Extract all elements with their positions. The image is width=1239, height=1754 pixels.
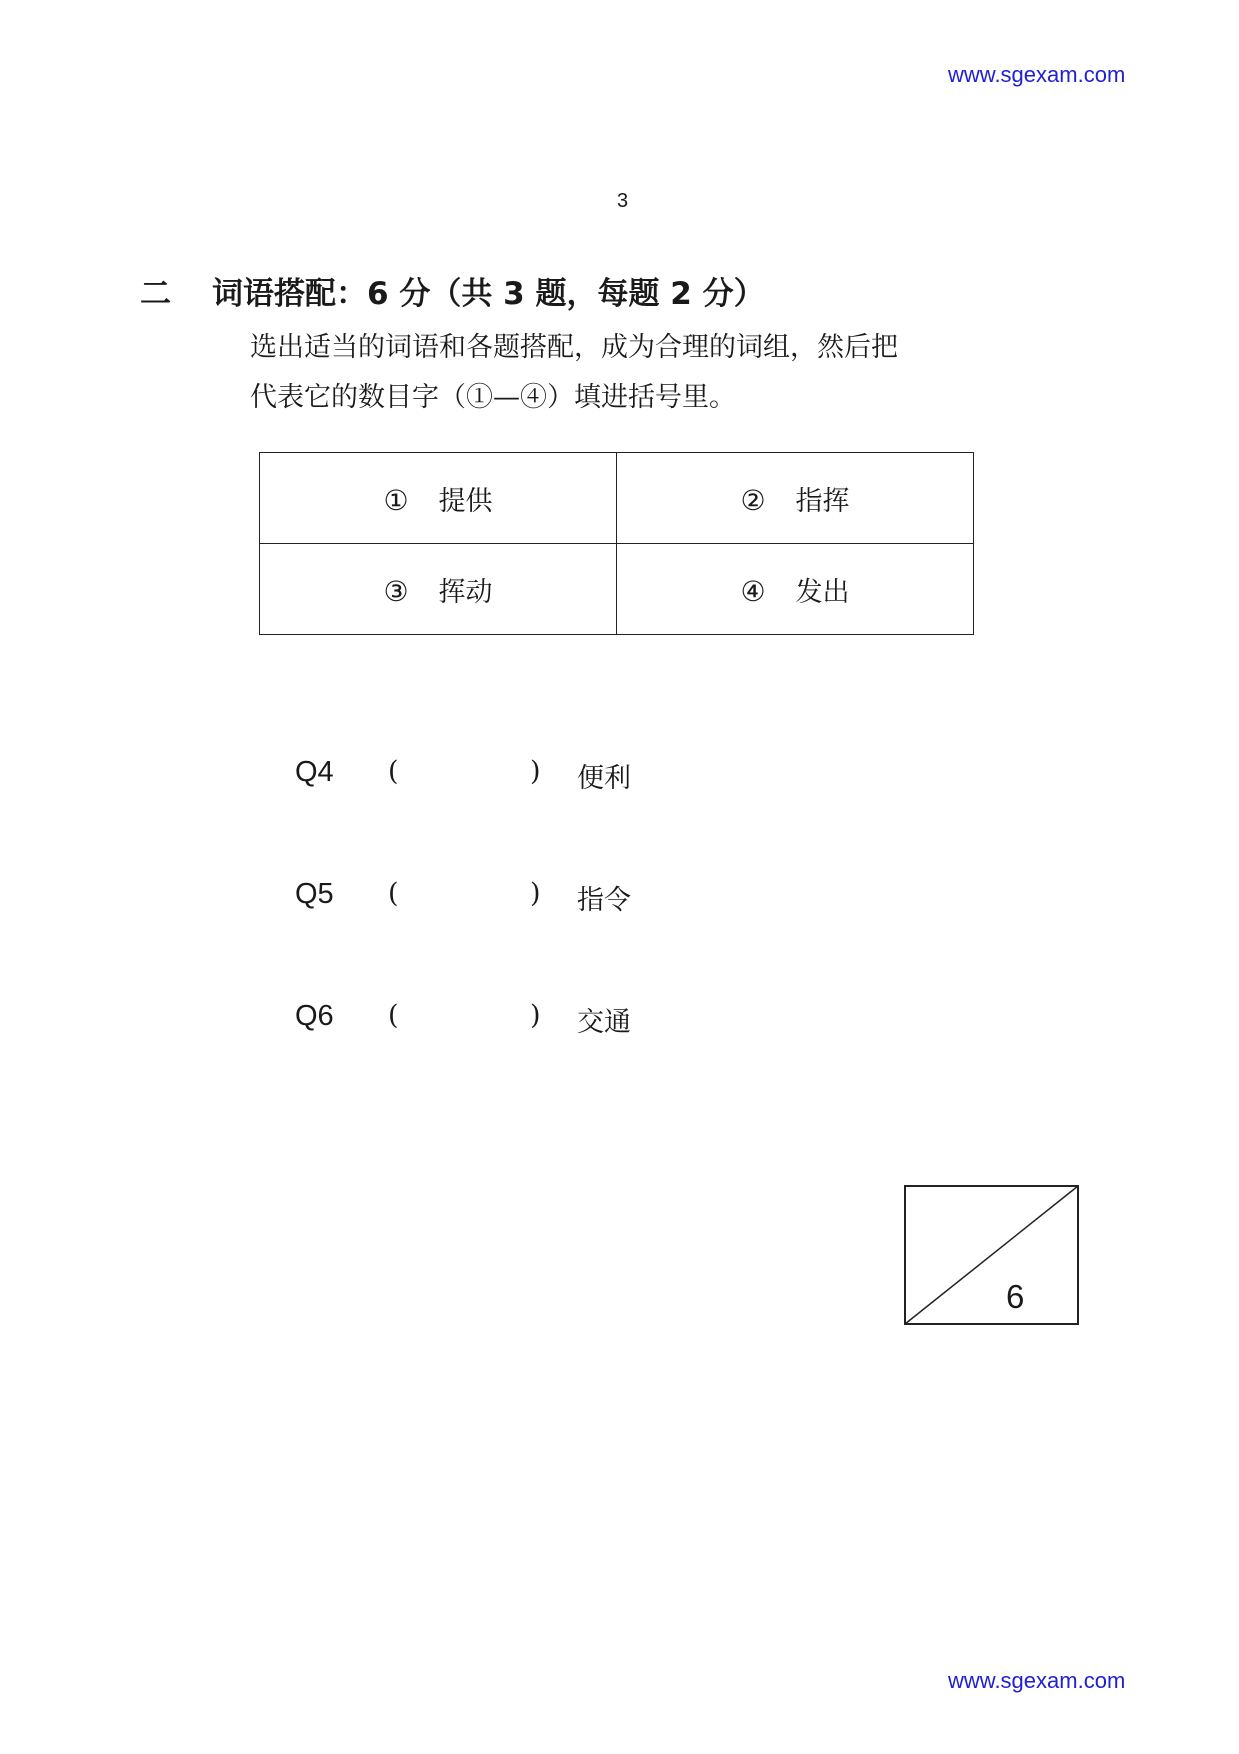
question-id: Q6 xyxy=(295,1000,334,1032)
instruction-line-2: 代表它的数目字（①—④）填进括号里。 xyxy=(250,382,736,413)
section-number: 二 xyxy=(140,276,171,312)
option-marker: ② xyxy=(740,483,766,517)
question-id: Q4 xyxy=(295,756,334,788)
question-id: Q5 xyxy=(295,878,334,910)
instructions xyxy=(250,323,1070,423)
answer-blank-open[interactable]: ( xyxy=(388,756,399,787)
answer-blank-close: ) xyxy=(530,756,541,787)
instruction-line-1: 选出适当的词语和各题搭配，成为合理的词组，然后把 xyxy=(250,332,898,363)
option-word: 挥动 xyxy=(438,576,493,608)
answer-blank-open[interactable]: ( xyxy=(388,1000,399,1031)
answer-blank-open[interactable]: ( xyxy=(388,878,399,909)
site-link-top[interactable]: www.sgexam.com xyxy=(948,62,1126,87)
score-total: 6 xyxy=(1006,1278,1025,1315)
section-title: 词语搭配：6 分（共 3 题，每题 2 分） xyxy=(212,276,765,312)
question-word: 交通 xyxy=(577,1007,631,1038)
option-word: 提供 xyxy=(438,485,493,517)
answer-blank-close: ) xyxy=(530,878,541,909)
score-box xyxy=(904,1185,1079,1325)
answer-blank-close: ) xyxy=(530,1000,541,1031)
option-cell-2 xyxy=(617,453,974,544)
question-word: 便利 xyxy=(577,763,631,794)
option-word: 发出 xyxy=(795,576,850,608)
options-table xyxy=(259,452,974,635)
option-marker: ④ xyxy=(740,574,766,608)
score-box-frame xyxy=(904,1185,1079,1325)
page-number: 3 xyxy=(617,190,629,212)
option-cell-1 xyxy=(260,453,617,544)
option-marker: ③ xyxy=(383,574,409,608)
option-marker: ① xyxy=(383,483,409,517)
question-word: 指令 xyxy=(577,885,631,916)
section-heading xyxy=(140,268,765,313)
option-word: 指挥 xyxy=(795,485,850,517)
option-cell-3 xyxy=(260,544,617,635)
site-link-bottom[interactable]: www.sgexam.com xyxy=(948,1668,1126,1693)
option-cell-4 xyxy=(617,544,974,635)
